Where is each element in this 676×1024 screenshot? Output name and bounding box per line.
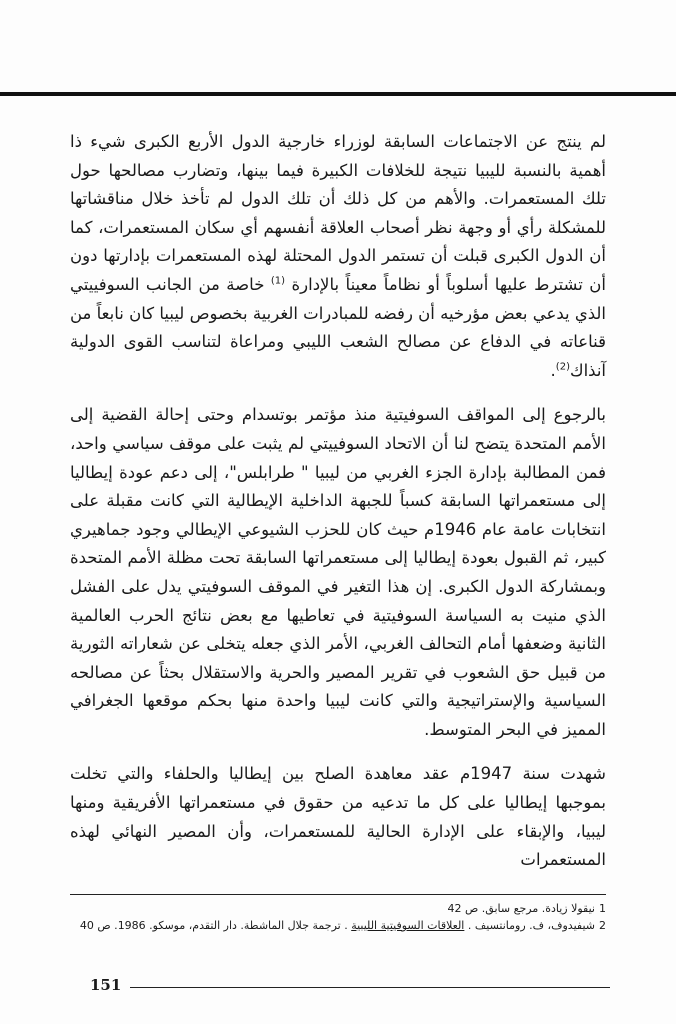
footnote-number: 2: [599, 919, 606, 932]
footnote-details: . ترجمة جلال الماشطة. دار التقدم، موسكو. 1986. ص 40: [79, 919, 348, 932]
footnote-2: [70, 917, 606, 934]
footer-rule: [130, 987, 610, 988]
header-rule: [0, 92, 676, 96]
footnote-author: شيفيدوف، ف. رومانتسيف .: [467, 919, 595, 932]
footnotes: [70, 900, 606, 934]
paragraph-1: [70, 128, 606, 385]
footnote-book-title: العلاقات السوفيتية الليبية: [351, 919, 465, 932]
footnote-ref-1: (1): [270, 275, 286, 287]
page-number: 151: [90, 976, 122, 994]
footnote-ref-2: (2): [555, 361, 570, 373]
paragraph-3: شهدت سنة 1947م عقد معاهدة الصلح بين إيطاليا والحلفاء والتي تخلت بموجبها إيطاليا على كل ما تدعيه من حقوق في مستعمراتها الأفريقية ومنها ليبيا، والإبقاء على الإدارة الحالية للمستعمرات، وأن المصير النهائي لهذه المستعمرات: [70, 764, 606, 870]
body-text: [70, 128, 606, 875]
paragraph-1-part-2: خاصة من الجانب السوفييتي الذي يدعي بعض مؤرخيه أن رفضه للمبادرات الغربية بخصوص ليبيا كان نابعاً من قناعاته في الدفاع عن مصالح الشعب الليبي ومراعاة لتناسب القوى الدولية آنذاك: [70, 274, 606, 380]
paragraph-1-part-1: لم ينتج عن الاجتماعات السابقة لوزراء خارجية الدول الأربع الكبرى شيء ذا أهمية بالنسبة لليبيا نتيجة للخلافات الكبيرة فيما بينها، وتضارب مصالحها حول تلك المستعمرات. والأهم من كل ذلك أن تلك الدول لم تأخذ خلال مناقشاتها للمشكلة رأي أو وجهة نظر أصحاب العلاقة أنفسهم أي سكان المستعمرات، كما أن الدول الكبرى قبلت أن تستمر الدول المحتلة لهذه المستعمرات بإدارتها دون أن تشترط عليها أسلوباً أو نظاماً معيناً بالإدارة: [70, 132, 606, 294]
paragraph-2: بالرجوع إلى المواقف السوفيتية منذ مؤتمر بوتسدام وحتى إحالة القضية إلى الأمم المتحدة يتضح لنا أن الاتحاد السوفييتي لم يثبت على موقف سياسي واحد، فمن المطالبة بإدارة الجزء الغربي من ليبيا " طرابلس"، إلى دعم عودة إيطاليا إلى مستعمراتها السابقة كسباً للجبهة الداخلية الإيطالية التي كانت مقبلة على انتخابات عامة عام 1946م حيث كان للحزب الشيوعي الإيطالي وجود جماهيري كبير، ثم القبول بعودة إيطاليا إلى مستعمراتها السابقة تحت مظلة الأمم المتحدة وبمشاركة الدول الكبرى. إن هذا التغير في الموقف السوفيتي يدل على الفشل الذي منيت به السياسة السوفيتية في تعاطيها مع بعض نتائج الحرب العالمية الثانية وضعفها أمام التحالف الغربي، الأمر الذي جعله يتخلى عن شعاراته الثورية من قبيل حق الشعوب في تقرير المصير والحرية والاستقلال بحثاً عن مصالحه السياسية والإستراتيجية والتي كانت ليبيا واحدة منها بحكم موقعها الجغرافي المميز في البحر المتوسط.: [70, 405, 606, 739]
footnote-number: 1: [599, 902, 606, 915]
footnote-divider: [70, 894, 606, 895]
footnote-text: نيقولا زيادة. مرجع سابق. ص 42: [447, 902, 595, 915]
paragraph-1-part-3: .: [550, 360, 556, 380]
footnote-1: [70, 900, 606, 917]
